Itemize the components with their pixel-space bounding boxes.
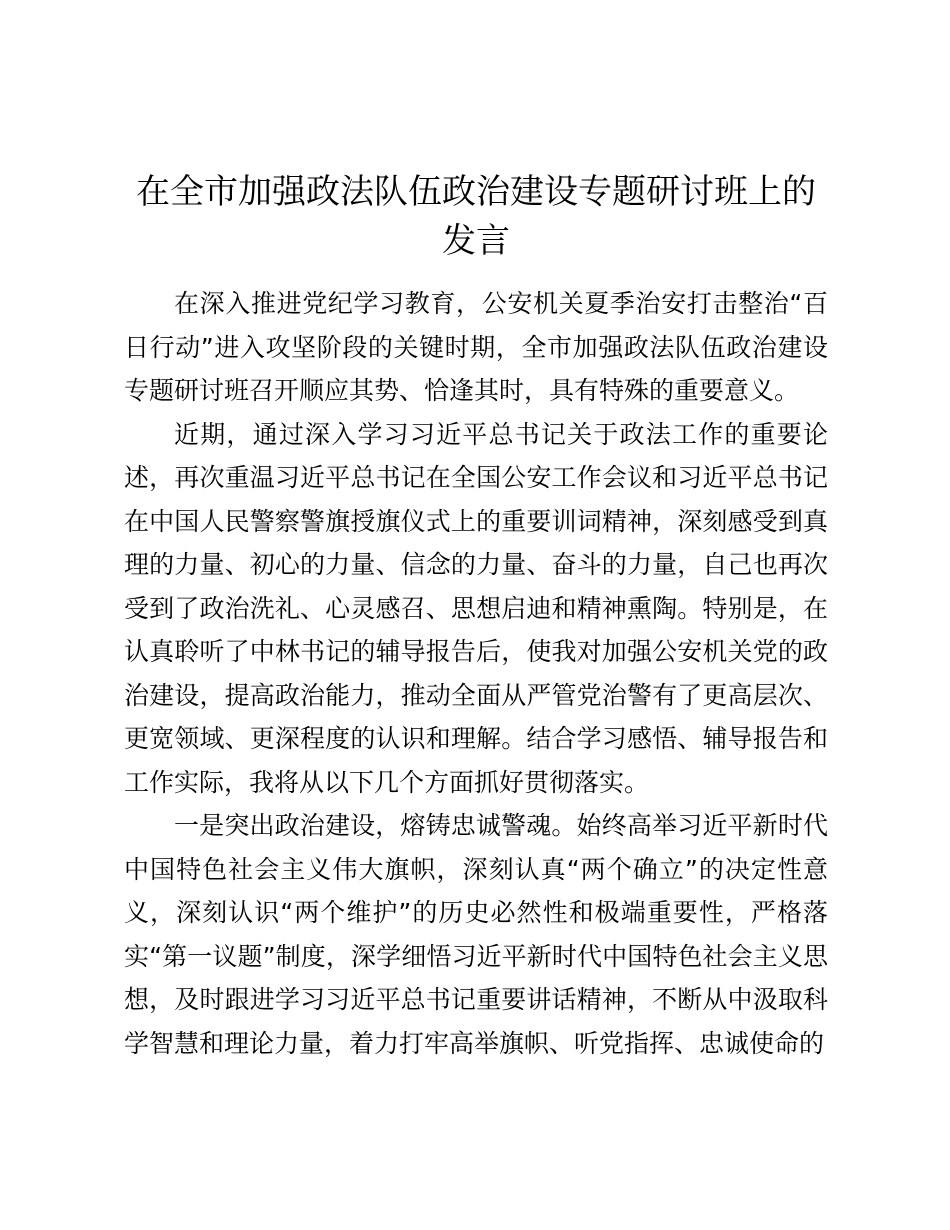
body-paragraph-1: 在深入推进党纪学习教育，公安机关夏季治安打击整治“百日行动”进入攻坚阶段的关键时期，全市加强政法队伍政治建设专题研讨班召开顺应其势、恰逢其时，具有特殊的重要意义。 (124, 289, 828, 405)
document-title: 在全市加强政法队伍政治建设专题研讨班上的发言 (136, 172, 816, 261)
document-body (124, 282, 828, 1065)
body-paragraph-2: 近期，通过深入学习习近平总书记关于政法工作的重要论述，再次重温习近平总书记在全国公安工作会议和习近平总书记在中国人民警察警旗授旗仪式上的重要训词精神，深刻感受到真理的力量、初心的力量、信念的力量、奋斗的力量，自己也再次受到了政治洗礼、心灵感召、思想启迪和精神熏陶。特别是，在认真聆听了中林书记的辅导报告后，使我对加强公安机关党的政治建设，提高政治能力，推动全面从严管党治警有了更高层次、更宽领域、更深程度的认识和理解。结合学习感悟、辅导报告和工作实际，我将从以下几个方面抓好贯彻落实。 (124, 419, 828, 797)
body-paragraph-3: 一是突出政治建设，熔铸忠诚警魂。始终高举习近平新时代中国特色社会主义伟大旗帜，深刻认真“两个确立”的决定性意义，深刻认识“两个维护”的历史必然性和极端重要性，严格落实“第一议题”制度，深学细悟习近平新时代中国特色社会主义思想，及时跟进学习习近平总书记重要讲话精神，不断从中汲取科学智慧和理论力量，着力打牢高举旗帜、听党指挥、忠诚使命的 (124, 811, 828, 1058)
